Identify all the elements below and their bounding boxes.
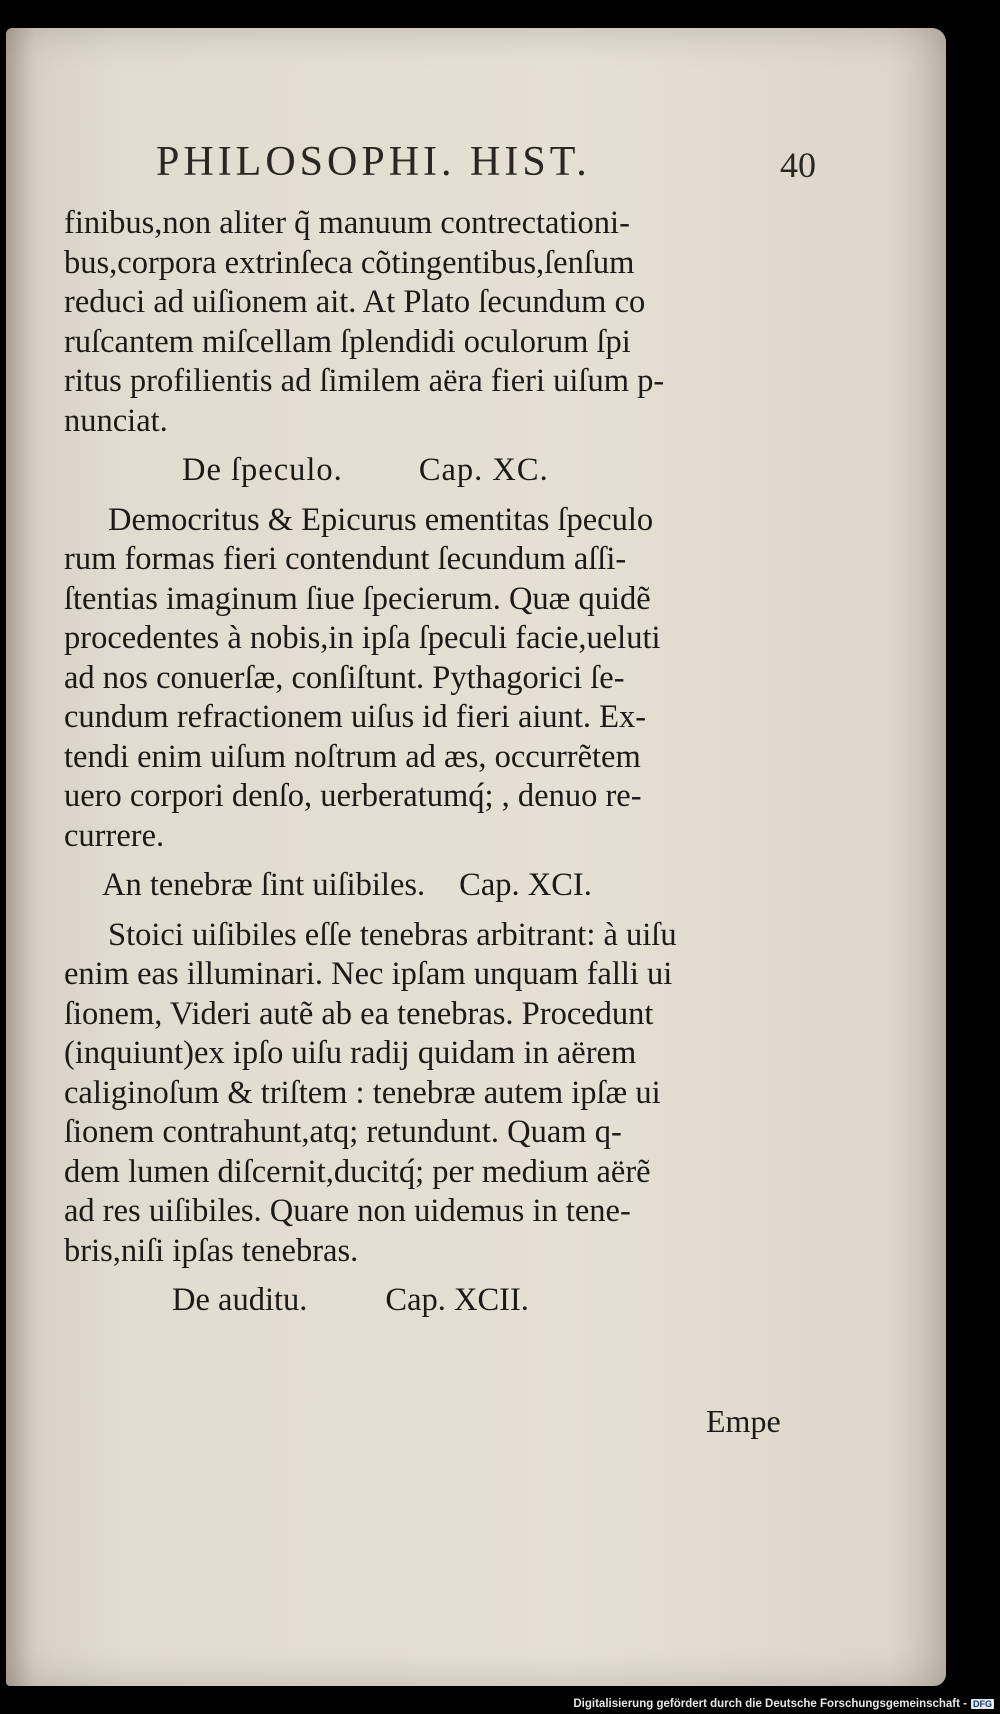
- spacer: [64, 491, 834, 501]
- book-page: [6, 28, 946, 1686]
- spacer: [64, 856, 834, 866]
- running-head: PHILOSOPHI. HIST.: [156, 139, 591, 185]
- digitization-credit: [573, 1698, 994, 1710]
- chapter-heading-91: [64, 866, 834, 906]
- chapter-number: Cap. XCII.: [385, 1282, 529, 1318]
- chapter-heading-92: [64, 1281, 834, 1321]
- text-line: finibus,non aliter q̃ manuum contrectationi-: [64, 205, 630, 241]
- text-line: ſionem, Videri autẽ ab ea tenebras. Procedunt: [64, 995, 654, 1032]
- chapter-title: De auditu.: [172, 1282, 308, 1318]
- catchword: Empe: [706, 1403, 781, 1439]
- text-line: enim eas illuminari. Nec ipſam unquam falli ui: [64, 956, 673, 992]
- text-line: currere.: [64, 817, 165, 854]
- chapter-number: Cap. XC.: [418, 452, 549, 488]
- text-line: reduci ad uiſionem ait. At Plato ſecundum co: [64, 284, 646, 320]
- chapter-title: De ſpeculo.: [182, 452, 343, 488]
- chapter-number: Cap. XCI.: [459, 867, 592, 903]
- folio-number: 40: [780, 145, 816, 185]
- text-line: dem lumen diſcernit,ducitq́; per medium aërẽ: [64, 1153, 651, 1190]
- text-line: ſtentias imaginum ſiue ſpecierum. Quæ quidẽ: [64, 580, 651, 617]
- text-line: cundum refractionem uiſus id fieri aiunt. Ex-: [64, 699, 647, 735]
- chapter-title: An tenebræ ſint uiſibiles.: [102, 867, 426, 903]
- text-line: rum formas fieri contendunt ſecundum aſſi-: [64, 541, 627, 577]
- text-line: procedentes à nobis,in ipſa ſpeculi facie,ueluti: [64, 620, 661, 656]
- credit-text: Digitalisierung gefördert durch die Deutsche Forschungsgemeinschaft -: [573, 1698, 967, 1710]
- text-line: caliginoſum & triſtem : tenebræ autem ipſæ ui: [64, 1074, 661, 1111]
- text-line: (inquiunt)ex ipſo uiſu radij quidam in aërem: [64, 1035, 637, 1071]
- text-line: ſionem contrahunt,atq; retundunt. Quam q-: [64, 1114, 622, 1150]
- text-line: bus,corpora extrinſeca cõtingentibus,ſenſum: [64, 244, 635, 281]
- body-text: [64, 204, 834, 1321]
- dfg-logo-icon: DFG: [973, 1699, 992, 1709]
- text-line: ritus profilientis ad ſimilem aëra fieri uiſum p-: [64, 363, 665, 399]
- spacer: [64, 906, 834, 916]
- page-header: [156, 138, 816, 198]
- text-line: tendi enim uiſum noſtrum ad æs, occurrẽtem: [64, 738, 641, 775]
- chapter-heading-90: [64, 451, 834, 491]
- text-line: nunciat.: [64, 402, 168, 439]
- text-line: Democritus & Epicurus ementitas ſpeculo: [108, 501, 654, 538]
- text-line: bris,niſi ipſas tenebras.: [64, 1232, 359, 1269]
- text-line: ruſcantem miſcellam ſplendidi oculorum ſpi: [64, 323, 631, 360]
- text-line: uero corpori denſo, uerberatumq́; , denuo re-: [64, 778, 642, 814]
- text-line: ad nos conuerſæ, conſiſtunt. Pythagorici ſe-: [64, 659, 625, 696]
- text-line: ad res uiſibiles. Quare non uidemus in tene-: [64, 1193, 631, 1229]
- spacer: [64, 441, 834, 451]
- spacer: [64, 1271, 834, 1281]
- text-line: Stoici uiſibiles eſſe tenebras arbitrant: à uiſu: [108, 916, 677, 953]
